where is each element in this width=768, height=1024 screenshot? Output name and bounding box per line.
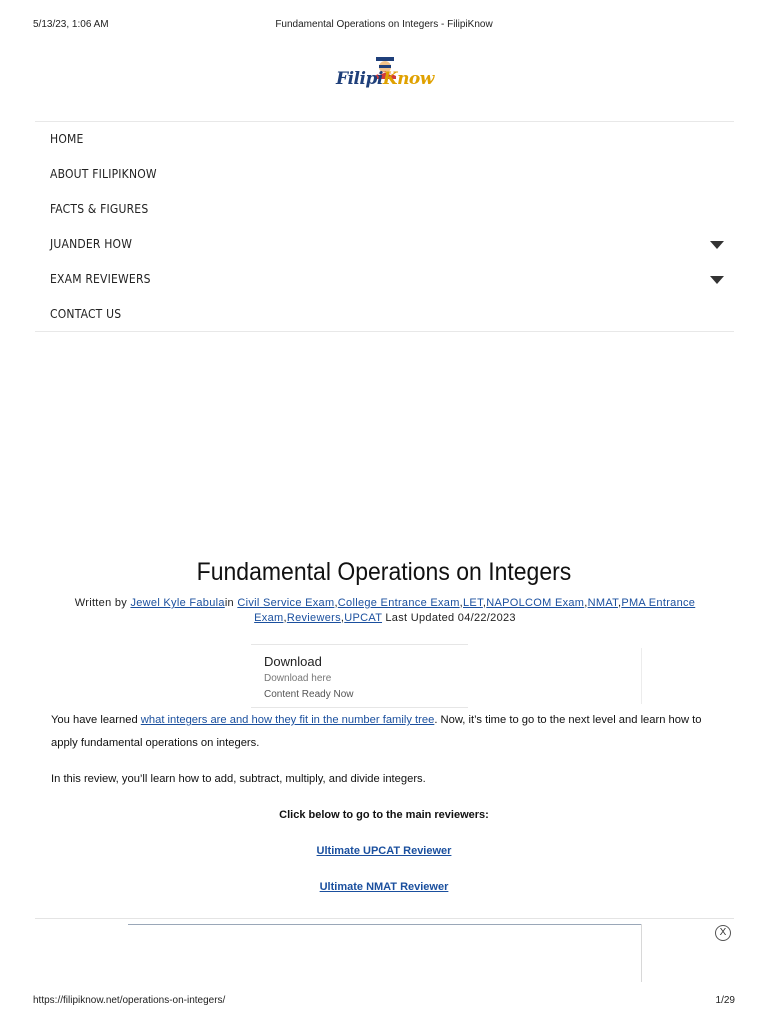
ad-line1: Download here — [264, 673, 332, 684]
site-logo[interactable] — [334, 56, 438, 98]
nav-item-contact[interactable] — [35, 297, 734, 332]
logo-text-main: Filipi — [336, 69, 383, 89]
category-link[interactable]: Civil Service Exam — [237, 597, 335, 609]
last-updated: Last Updated 04/22/2023 — [382, 612, 516, 624]
nav-item-exam-reviewers[interactable] — [35, 262, 734, 297]
integers-link[interactable]: what integers are and how they fit in the number family tree — [140, 714, 435, 726]
print-date: 5/13/23, 1:06 AM — [33, 19, 109, 30]
category-link[interactable]: PMA Entrance Exam — [254, 597, 696, 624]
nav-item-about[interactable] — [35, 157, 734, 192]
category-link[interactable]: College Entrance Exam — [337, 597, 460, 609]
text: . Now, it’s time to go to the next level and learn how to apply fundamental operations on integers. — [51, 714, 702, 749]
text: You have learned — [51, 714, 141, 726]
ad-divider — [641, 648, 642, 704]
nmat-reviewer — [0, 881, 768, 893]
ad-title: Download — [264, 654, 322, 669]
cta-text: Click below to go to the main reviewers: — [279, 809, 489, 821]
nav-item-facts[interactable] — [35, 192, 734, 227]
nav-item-home[interactable] — [35, 122, 734, 157]
separator: , — [334, 597, 338, 609]
author-link[interactable]: Jewel Kyle Fabula — [130, 597, 225, 609]
download-ad[interactable] — [251, 644, 468, 708]
nmat-reviewer-link[interactable]: Ultimate NMAT Reviewer — [319, 881, 449, 893]
upcat-reviewer-link[interactable]: Ultimate UPCAT Reviewer — [316, 845, 452, 857]
print-title: Fundamental Operations on Integers - FilipiKnow — [275, 19, 493, 30]
byline — [72, 596, 698, 626]
nav-label: JUANDER HOW — [50, 237, 133, 251]
nav-label: ABOUT FILIPIKNOW — [50, 167, 157, 181]
nav-label: CONTACT US — [50, 307, 122, 321]
print-header — [33, 19, 735, 33]
page-number: 1/29 — [715, 995, 735, 1006]
nav-item-juander-how[interactable] — [35, 227, 734, 262]
bottom-ad[interactable] — [35, 918, 734, 984]
category-link[interactable]: NMAT — [587, 597, 618, 609]
byline-prefix: Written by — [74, 597, 131, 609]
upcat-reviewer — [0, 845, 768, 857]
nav-label: EXAM REVIEWERS — [50, 272, 151, 286]
separator: , — [584, 597, 588, 609]
separator: , — [459, 597, 464, 609]
logo-text-accent: Know — [382, 69, 434, 89]
main-nav — [35, 121, 734, 332]
intro-paragraph — [51, 709, 731, 755]
chevron-down-icon[interactable] — [710, 276, 724, 284]
print-footer — [33, 995, 735, 1009]
ad-line2: Content Ready Now — [264, 689, 354, 700]
review-paragraph: In this review, you’ll learn how to add, subtract, multiply, and divide integers. — [51, 773, 426, 785]
nav-label: FACTS & FIGURES — [50, 202, 149, 216]
close-icon[interactable]: X — [715, 925, 731, 941]
category-link[interactable]: Reviewers — [286, 612, 341, 624]
nav-label: HOME — [50, 132, 84, 146]
page-url: https://filipiknow.net/operations-on-integers/ — [33, 995, 226, 1006]
separator: , — [482, 597, 487, 609]
category-link[interactable]: UPCAT — [344, 612, 383, 624]
separator: , — [340, 612, 345, 624]
category-link[interactable]: NAPOLCOM Exam — [486, 597, 585, 609]
ad-edge — [641, 924, 642, 982]
logo-text — [336, 69, 434, 89]
ad-bar — [128, 924, 641, 925]
separator: , — [617, 597, 622, 609]
separator: , — [283, 612, 287, 624]
page-title: Fundamental Operations on Integers — [196, 558, 572, 586]
chevron-down-icon[interactable] — [710, 241, 724, 249]
category-link[interactable]: LET — [463, 597, 483, 609]
byline-in: in — [224, 597, 238, 609]
